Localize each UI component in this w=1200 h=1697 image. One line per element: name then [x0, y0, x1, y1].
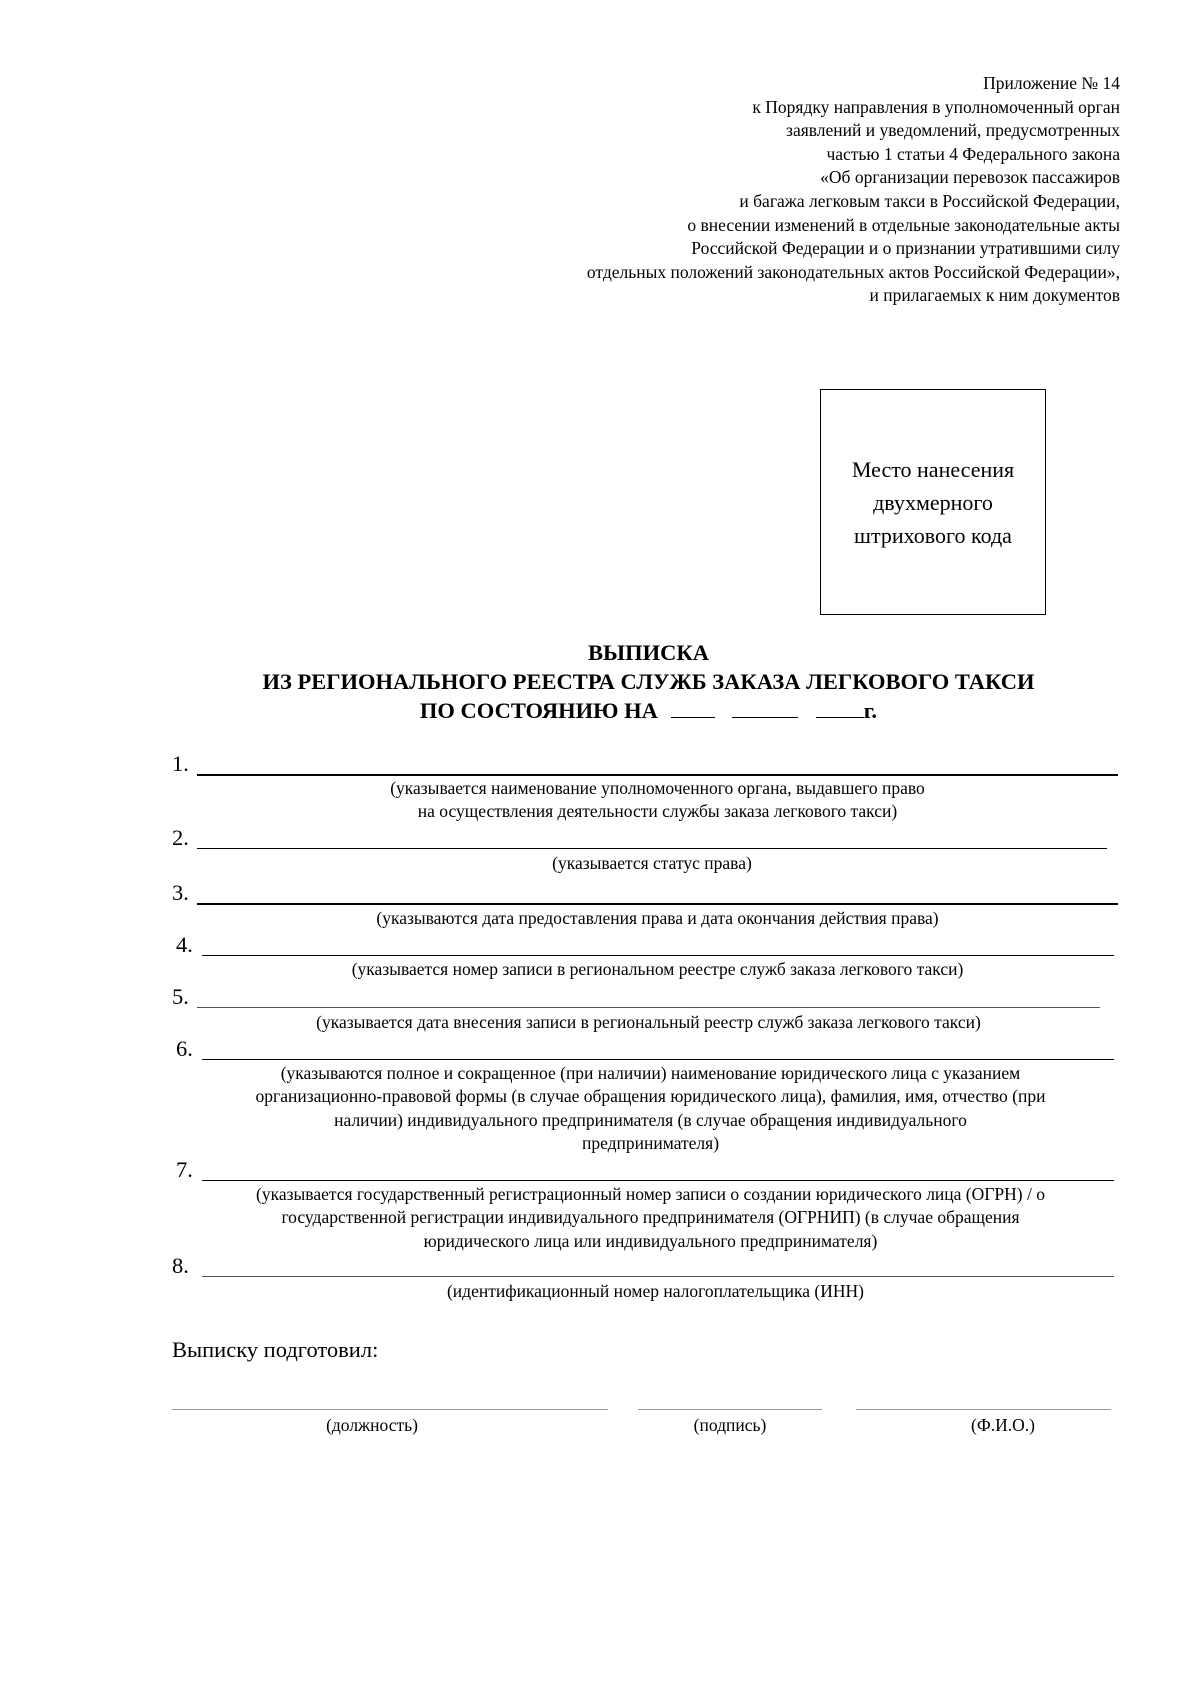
field-number: 4.: [176, 932, 193, 957]
field-5-hint: [197, 1011, 1100, 1034]
hint-line: (указываются дата предоставления права и дата окончания действия права): [376, 908, 939, 928]
document-title: [120, 638, 1177, 725]
field-6-line[interactable]: [202, 1059, 1114, 1060]
date-month-blank[interactable]: [732, 697, 798, 718]
hint-line: (идентификационный номер налогоплательщика (ИНН): [446, 1281, 864, 1301]
hint-line: на осуществления деятельности службы заказа легкового такси): [417, 801, 898, 822]
field-8-hint: [197, 1280, 1114, 1303]
appendix-line: отдельных положений законодательных актов Российской Федерации»,: [586, 261, 1120, 282]
title-line-3: [120, 696, 1177, 725]
hint-line: (указывается дата внесения записи в региональный реестр служб заказа легкового такси): [316, 1012, 981, 1032]
appendix-line: Приложение № 14: [983, 73, 1120, 93]
field-number: 3.: [172, 880, 189, 905]
field-6-hint: [187, 1062, 1114, 1155]
signature-line[interactable]: [638, 1409, 822, 1410]
full-name-label: (Ф.И.О.): [971, 1415, 1035, 1435]
field-3-line[interactable]: [197, 903, 1118, 905]
date-day-blank[interactable]: [671, 697, 715, 718]
field-number: 8.: [172, 1253, 189, 1278]
appendix-line: к Порядку направления в уполномоченный орган: [752, 96, 1120, 117]
field-number: 6.: [176, 1036, 193, 1061]
appendix-line: и багажа легковым такси в Российской Федерации,: [739, 190, 1120, 211]
barcode-text: двухмерного: [873, 489, 993, 515]
appendix-line: и прилагаемых к ним документов: [869, 285, 1120, 306]
field-4-hint: [197, 958, 1118, 981]
signature-label: (подпись): [693, 1415, 767, 1435]
hint-line: наличии) индивидуального предпринимателя (в случае обращения индивидуального: [334, 1109, 967, 1130]
field-2-hint: [197, 852, 1107, 875]
field-7-hint: [187, 1183, 1114, 1253]
title-date-prefix: ПО СОСТОЯНИЮ НА: [419, 698, 658, 723]
barcode-text: Место нанесения: [851, 456, 1015, 482]
title-line-2: ИЗ РЕГИОНАЛЬНОГО РЕЕСТРА СЛУЖБ ЗАКАЗА ЛЕГКОВОГО ТАКСИ: [262, 669, 1035, 694]
barcode-placeholder: [820, 389, 1046, 615]
full-name-line[interactable]: [856, 1409, 1111, 1410]
hint-line: (указываются полное и сокращенное (при наличии) наименование юридического лица с указанием: [280, 1063, 1021, 1083]
hint-line: (указывается статус права): [552, 853, 752, 873]
hint-line: организационно-правовой формы (в случае обращения юридического лица), фамилия, имя, отчество (при: [255, 1086, 1046, 1107]
position-line[interactable]: [172, 1409, 608, 1410]
field-4-line[interactable]: [202, 955, 1114, 956]
prepared-by-label: Выписку подготовил:: [172, 1337, 379, 1362]
field-1-line[interactable]: [197, 774, 1118, 776]
barcode-text: штрихового кода: [854, 522, 1012, 548]
appendix-line: о внесении изменений в отдельные законодательные акты: [687, 214, 1120, 235]
appendix-header: [380, 72, 1120, 308]
hint-line: (указывается номер записи в региональном реестре служб заказа легкового такси): [351, 959, 964, 979]
appendix-line: частью 1 статьи 4 Федерального закона: [826, 143, 1120, 164]
appendix-line: «Об организации перевозок пассажиров: [820, 167, 1120, 188]
title-line-1: ВЫПИСКА: [588, 640, 709, 665]
date-year-blank[interactable]: [816, 697, 864, 718]
field-number: 5.: [172, 984, 189, 1009]
field-3-hint: [197, 907, 1118, 930]
field-1-hint: [197, 777, 1118, 824]
field-7-line[interactable]: [202, 1180, 1114, 1181]
hint-line: государственной регистрации индивидуального предпринимателя (ОГРНИП) (в случае обращения: [281, 1207, 1020, 1228]
appendix-line: Российской Федерации и о признании утратившими силу: [691, 238, 1120, 259]
hint-line: юридического лица или индивидуального предпринимателя): [423, 1230, 878, 1251]
field-number: 2.: [172, 825, 189, 850]
appendix-line: заявлений и уведомлений, предусмотренных: [786, 120, 1120, 141]
hint-line: (указывается государственный регистрационный номер записи о создании юридического лица (ОГРН) / о: [256, 1184, 1045, 1204]
field-2-line[interactable]: [197, 848, 1107, 849]
hint-line: (указывается наименование уполномоченного органа, выдавшего право: [390, 778, 925, 798]
hint-line: предпринимателя): [581, 1132, 720, 1153]
title-date-suffix: г.: [863, 698, 878, 723]
field-8-line[interactable]: [202, 1276, 1114, 1277]
field-5-line[interactable]: [197, 1007, 1100, 1008]
position-label: (должность): [326, 1415, 418, 1435]
field-number: 1.: [172, 751, 189, 776]
field-number: 7.: [176, 1157, 193, 1182]
